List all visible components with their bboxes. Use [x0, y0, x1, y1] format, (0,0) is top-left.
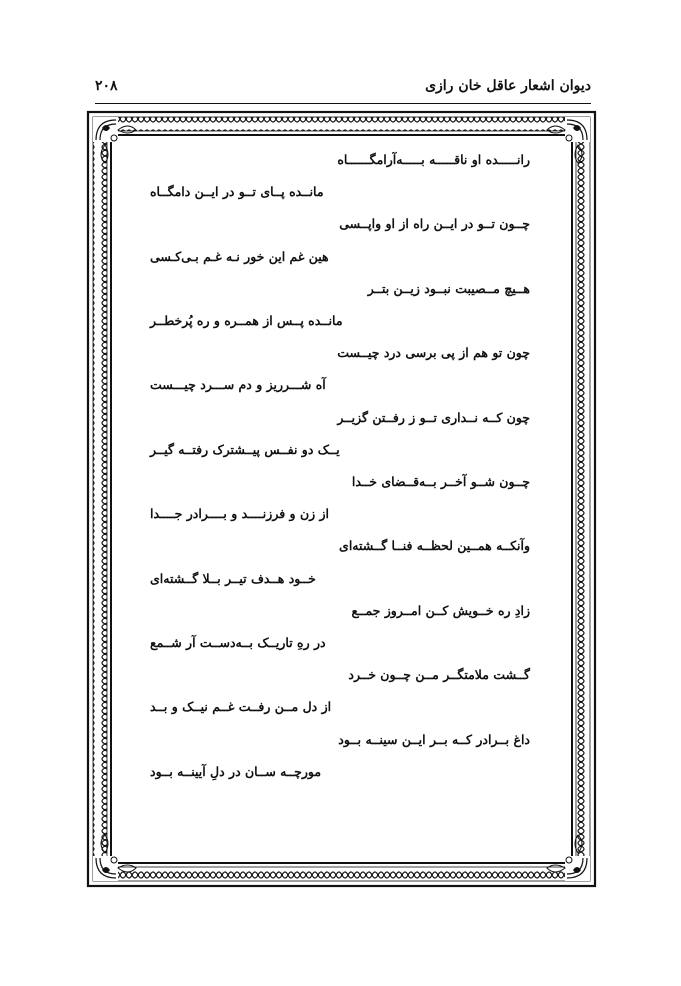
- verse-line: چون تو هم از پی برسی درد چیــست: [337, 345, 530, 361]
- page-number: ۲۰۸: [95, 78, 118, 94]
- verse-line: از دل مــن رفــت غــم نیــک و بــد: [150, 699, 332, 715]
- verse-line: از زن و فرزنــــد و بــــرادر جــــدا: [150, 506, 330, 522]
- verse-line: گــشت ملامتگــر مــن چــون خــرد: [348, 667, 530, 683]
- border-band-bottom: [118, 867, 565, 881]
- verse-line: خــود هــدف تیــر بــلا گــشته‌ای: [150, 570, 316, 586]
- verse-line: در رهِ تاریــک بــه‌دســت آر شــمع: [150, 635, 326, 650]
- verse-line: وآنکــه همــین لحظــه فنــا گــشته‌ای: [339, 538, 530, 554]
- border-band-left: [93, 142, 107, 856]
- poem-body: [150, 150, 530, 790]
- verse-line: رانـــــده او ناقـــــه بـــــه‌آرامگــــــاه: [337, 152, 530, 167]
- verse-line: هــیچ مــصیبت نبــود زیــن بتــر: [367, 280, 530, 296]
- border-band-top: [118, 117, 565, 131]
- border-band-right: [576, 142, 590, 856]
- verse-line: چــون تــو در ایــن راه از او واپــسی: [339, 216, 530, 232]
- verse-line: چــون شــو آخــر بــه‌قــضای خــدا: [351, 474, 530, 489]
- verse-line: مانــده پــای تــو در ایــن دامگــاه: [150, 184, 324, 200]
- verse-line: آه شـــرریز و دم ســـرد چیـــست: [150, 377, 326, 393]
- verse-line: زادِ ره خــویش کــن امــروز جمــع: [351, 602, 530, 618]
- verse-line: چون کــه نــداری تــو ز رفــتن گزیــر: [337, 409, 530, 425]
- verse-line: هین غم این خور نـه غـم بـی‌کـسی: [150, 248, 329, 264]
- verse-line: داغ بــرادر کــه بــر ایــن سینــه بــود: [338, 731, 530, 747]
- verse-line: یــک دو نفــس پیــشترک رفتــه گیــر: [150, 441, 340, 457]
- verse-line: مورچــه ســان در دلِ آیینــه بــود: [150, 763, 322, 779]
- verse-line: مانــده پــس از همــره و ره پُرخطــر: [150, 313, 343, 328]
- book-title: دیوان اشعار عاقل خان رازی: [425, 78, 591, 94]
